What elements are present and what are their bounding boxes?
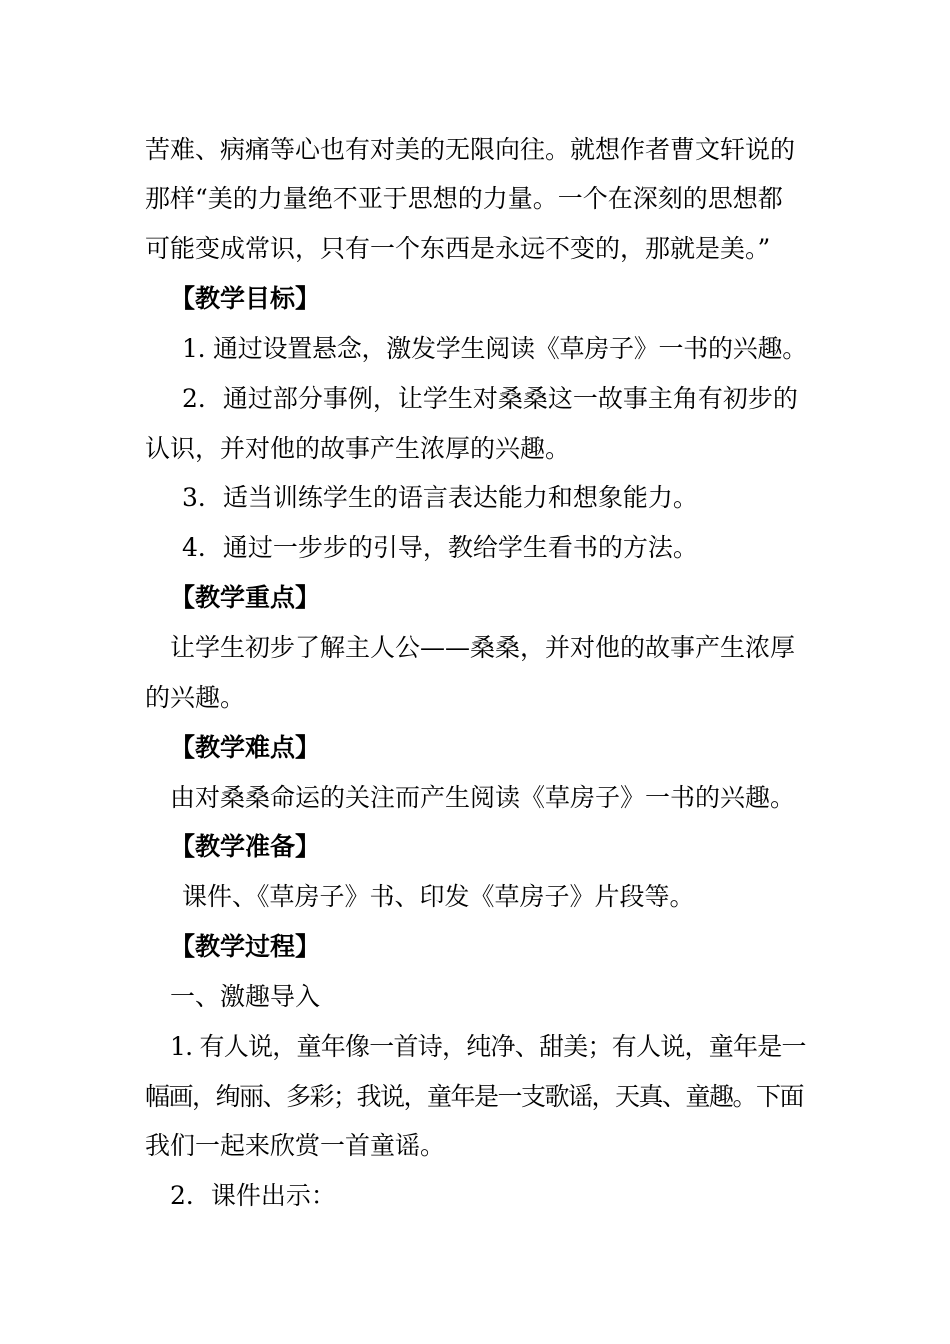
process-item-2: 2．课件出示： [170, 1181, 336, 1210]
process-paragraph: 1. 有人说，童年像一首诗，纯净、甜美；有人说，童年是一 [170, 1032, 806, 1061]
section-heading-difficulties: 【教学难点】 [170, 733, 321, 762]
section-heading-process: 【教学过程】 [170, 932, 321, 961]
process-paragraph-continued: 幅画，绚丽、多彩；我说，童年是一支歌谣，天真、童趣。下面 [145, 1082, 804, 1111]
objective-item-1: 1. 通过设置悬念，激发学生阅读《草房子》一书的兴趣。 [182, 334, 808, 363]
objective-item-2: 2．通过部分事例，让学生对桑桑这一故事主角有初步的 [182, 384, 798, 413]
paragraph-line: 可能变成常识，只有一个东西是永远不变的，那就是美。” [145, 234, 771, 263]
paragraph-line: 苦难、病痛等心也有对美的无限向往。就想作者曹文轩说的 [145, 135, 796, 164]
process-step-heading: 一、激趣导入 [170, 982, 321, 1011]
objective-item-2-continued: 认识，并对他的故事产生浓厚的兴趣。 [145, 434, 571, 463]
section-heading-objectives: 【教学目标】 [170, 284, 321, 313]
process-paragraph-continued: 我们一起来欣赏一首童谣。 [145, 1131, 446, 1160]
difficulties-text: 由对桑桑命运的关注而产生阅读《草房子》一书的兴趣。 [170, 783, 796, 812]
section-heading-key-points: 【教学重点】 [170, 583, 321, 612]
objective-item-3: 3．适当训练学生的语言表达能力和想象能力。 [182, 483, 698, 512]
objective-item-4: 4．通过一步步的引导，教给学生看书的方法。 [182, 533, 698, 562]
paragraph-line: 那样“美的力量绝不亚于思想的力量。一个在深刻的思想都 [145, 184, 783, 213]
section-heading-preparation: 【教学准备】 [170, 832, 321, 861]
key-points-text: 让学生初步了解主人公——桑桑，并对他的故事产生浓厚 [170, 633, 796, 662]
key-points-text-continued: 的兴趣。 [145, 683, 246, 712]
preparation-text: 课件、《草房子》书、印发《草房子》片段等。 [182, 882, 695, 911]
